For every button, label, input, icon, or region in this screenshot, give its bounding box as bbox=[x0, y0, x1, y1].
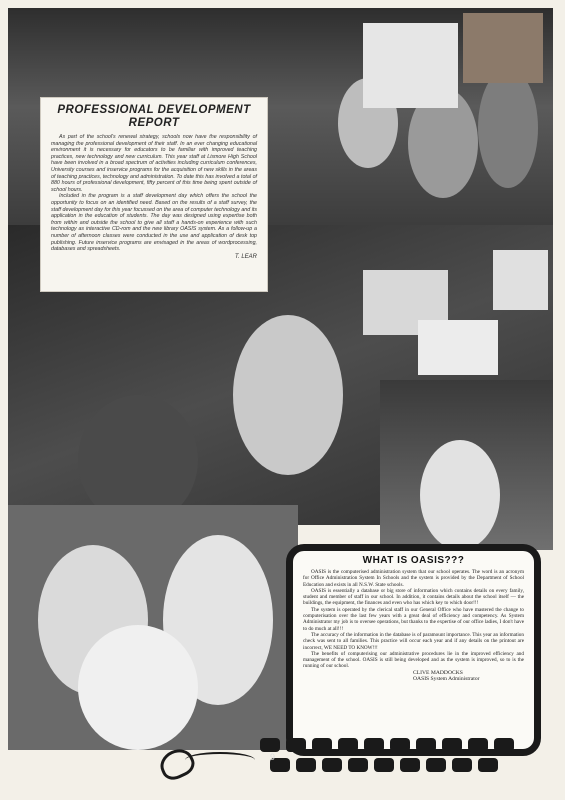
photo-office-ladies bbox=[8, 505, 298, 750]
oasis-paragraph: The accuracy of the information in the database is of paramount importance. This year an information check was sent to all families. This practice will occur each year and if any details on the printout are incorrect, WE NEED TO KNOW!!! bbox=[303, 631, 524, 651]
mouse-cord-illustration bbox=[185, 752, 255, 768]
oasis-paragraph: OASIS is essentially a database or big store of information which contains details on every family, student and member of staff in our school. In addition, it contains details about the school itself — the buildings, the equipment, the finances and even who has which key to which door!!! bbox=[303, 587, 524, 607]
report-signature: T. LEAR bbox=[234, 253, 257, 260]
oasis-signature-role: OASIS System Administrator bbox=[413, 676, 480, 683]
oasis-paragraph: OASIS is the computerised administration system that our school operates. The word is an acronym for Office Administration System In Schools and the system is provided by the Department of School Education and exists in all N.S.W. State schools. bbox=[303, 569, 524, 588]
oasis-info-box bbox=[286, 544, 541, 756]
oasis-title: WHAT IS OASIS??? bbox=[362, 555, 465, 566]
oasis-paragraph: The system is operated by the clerical staff in our General Office who have mastered the change to computerisation over the last few years with a great deal of efficiency and competency. As System Administrator my job is to oversee operations, but thanks to the expertise of our office ladies, I don't have to do much at all!!! bbox=[303, 606, 524, 632]
report-paragraph: As part of the school's renewal strategy, schools now have the responsibility of managing the professional development of their staff. In an ever changing educational environment it is necessary for educators to be familiar with improved teaching practices, new technology and new curriculum. This year staff at Lismore High School have been involved in a broad spectrum of activities including curriculum conferences, University courses and inservice programs for the acquisition of new skills in the areas of teaching practices, technology and administration. To date this has involved a total of 880 hours of professional development, fifty percent of this time being spent outside of school hours. bbox=[51, 134, 257, 193]
professional-development-report bbox=[40, 97, 268, 292]
oasis-signature-name: CLIVE MADDOCKS bbox=[413, 669, 463, 676]
report-paragraph: Included in the program is a staff development day which offers the school the opportunity to focus on an identified need. Based on the results of a staff survey, the staff development day for this year focussed on the area of computer technology and its application in the education of students. The day was designed using expertise both from within and outside the school to give all staff a hands-on experience with such technology as interactive CD-rom and the new library OASIS system. As a follow-up a number of afternoon classes were conducted in the use and application of desk top publishing. Future inservice programs are envisaged in the areas of wordprocessing, databases and spreadsheets. bbox=[51, 193, 257, 253]
photo-staff-member-seated bbox=[380, 380, 553, 550]
report-title: PROFESSIONAL DEVELOPMENT REPORT bbox=[57, 104, 251, 129]
oasis-body bbox=[303, 569, 524, 670]
keyboard-illustration bbox=[250, 730, 540, 785]
report-body bbox=[51, 134, 257, 253]
oasis-paragraph: The benefits of computerising our administrative procedures lie in the improved efficiency and management of the school. OASIS is still being developed and as the system is improved, so to is the running of our school. bbox=[303, 650, 524, 670]
page-number: 9 bbox=[270, 752, 276, 762]
